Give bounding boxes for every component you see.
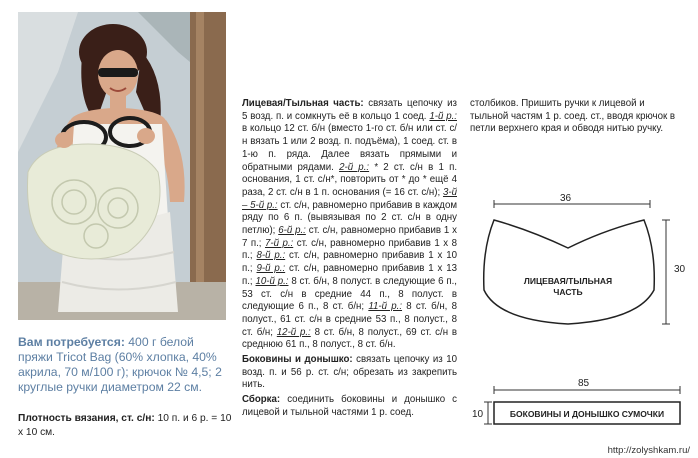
front-part-label-1: ЛИЦЕВАЯ/ТЫЛЬНАЯ [523, 276, 613, 286]
gauge-block [18, 412, 233, 440]
front-part-heading: Лицевая/Тыльная часть: [242, 98, 364, 109]
materials-label: Вам потребуется: [18, 335, 125, 349]
instructions-column [242, 98, 457, 422]
top-width-label: 36 [560, 193, 572, 204]
assembly-paragraph: Сборка: соединить боковины и донышко с лицевой и тыльной частями 1 р. соед. [242, 394, 457, 418]
assembly-continued: столбиков. Пришить ручки к лицевой и тыльной частям 1 р. соед. ст., вводя крючок в петли верхнего края и обводя нитью ручку. [470, 98, 676, 135]
height-label: 30 [674, 264, 686, 275]
model-photo [18, 12, 226, 320]
sides-paragraph: Боковины и донышко: связать цепочку из 10 возд. п. и 56 р. ст. с/н; обрезать из закрепить нить. [242, 354, 457, 391]
gauge-label: Плотность вязания, ст. с/н: [18, 413, 155, 424]
gauge-text: 10 п. и 6 р. = 10 х 10 см. [18, 413, 232, 438]
watermark-url: http://zolyshkam.ru/ [607, 445, 690, 456]
strip-width-label: 10 [472, 409, 484, 420]
strip-length-label: 85 [578, 378, 590, 389]
materials-text: 400 г белой пряжи Tricot Bag (60% хлопка, 40% акрила, 70 м/100 г); крючок № 4,5; 2 круглые ручки диаметром 22 см. [18, 335, 222, 394]
sides-heading: Боковины и донышко: [242, 354, 353, 366]
front-part-label-2: ЧАСТЬ [553, 287, 583, 297]
pattern-diagram [468, 190, 688, 445]
strip-label: БОКОВИНЫ И ДОНЫШКО СУМОЧКИ [509, 409, 665, 419]
materials-block [18, 335, 230, 395]
front-part-intro: Лицевая/Тыльная часть: связать цепочку из 5 возд. п. и сомкнуть её в кольцо 1 соед. 1-й р.: в кольцо 12 ст. б/н (вместо 1-го ст. б/н или ст. с/н вязать 1 или 2 возд. п. подъёма), 1 соед. ст. в 1-ю п. ряда. Далее вязать прямыми и обратными рядами. 2-й р.: * 2 ст. с/н в 1 п. основания, 1 ст. с/н*, повторить от * до * ещё 4 раза, 2 ст. с/н в 1 п. основания (= 16 ст. с/н); 3-й – 5-й р.: ст. с/н, равномерно прибавив в каждом ряду по 6 п. (вывязывая по 2 ст. с/н в одну петлю); 6-й р.: ст. с/н, равномерно прибавив 1 х 7 п.; 7-й р.: ст. с/н, равномерно прибавив 1 х 8 п.; 8-й р.: ст. с/н, равномерно прибавив 1 х 10 п.; 9-й р.: ст. с/н, равномерно прибавив 1 х 13 п.; 10-й р.: 8 ст. б/н, 8 полуст. в следующие 6 п., 53 ст. с/н в средние 44 п., 8 полуст. в следующие 6 п., 8 ст. б/н; 11-й р.: 8 ст. б/н, 8 полуст., 61 ст. с/н в средние 53 п., 8 полуст., 8 ст. б/н; 12-й р.: 8 ст. б/н, 8 полуст., 69 ст. с/н в среднюю 61 п., 8 полуст., 8 ст. б/н. [242, 98, 458, 351]
front-part-shape [484, 220, 655, 324]
assembly-heading: Сборка: [242, 394, 281, 406]
